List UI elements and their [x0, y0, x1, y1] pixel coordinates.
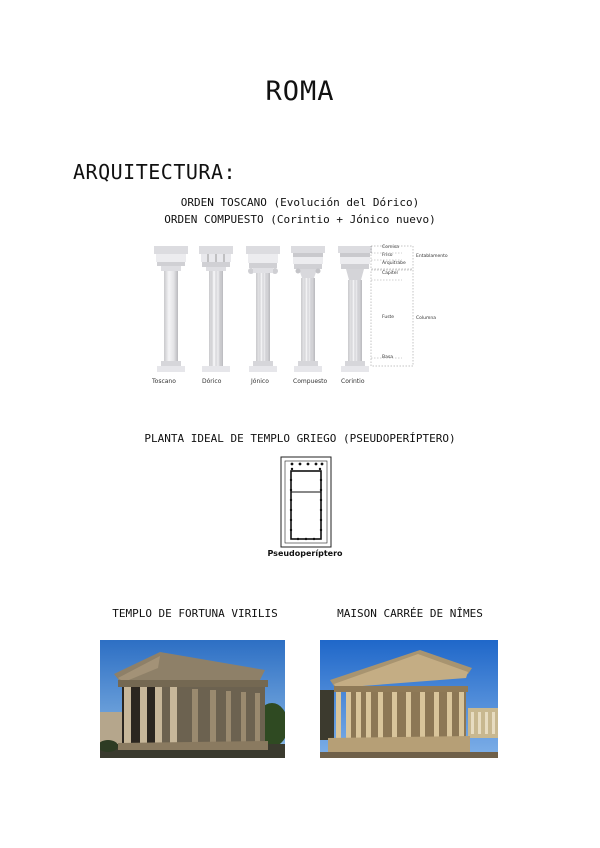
photo-caption-maison: MAISON CARRÉE DE NÎMES	[337, 607, 483, 620]
part-label-basa: Basa	[382, 355, 393, 360]
photo-temple-fortuna-virilis	[100, 640, 285, 758]
part-label-cornisa: Cornisa	[382, 245, 399, 250]
column-label-dorico: Dórico	[202, 378, 222, 385]
column-dorico	[199, 246, 233, 372]
page-title: ROMA	[265, 76, 335, 107]
group-label-columna: Columna	[416, 316, 436, 321]
part-label-friso: Friso	[382, 253, 393, 258]
column-label-jonico: Jónico	[251, 378, 269, 385]
plan-caption: Pseudoperíptero	[267, 549, 343, 558]
part-label-capitel: Capitel	[382, 271, 398, 276]
column-toscano	[154, 246, 188, 372]
order-line-compuesto: ORDEN COMPUESTO (Corintio + Jónico nuevo)	[164, 213, 436, 226]
temple-plan-drawing	[280, 456, 332, 548]
part-label-arquitrabe: Arquitrabe	[382, 261, 406, 266]
plan-illustration	[280, 456, 332, 548]
photo-caption-fortuna: TEMPLO DE FORTUNA VIRILIS	[112, 607, 278, 620]
section-heading: ARQUITECTURA:	[73, 160, 237, 184]
temple-fortuna-illustration	[100, 640, 285, 758]
columns-illustration	[140, 240, 470, 390]
part-label-fuste: Fuste	[382, 315, 395, 320]
photo-maison-carree-nimes	[320, 640, 498, 758]
column-label-corintio: Corintio	[341, 378, 365, 385]
order-line-toscano: ORDEN TOSCANO (Evolución del Dórico)	[180, 196, 420, 209]
column-label-toscano: Toscano	[152, 378, 176, 385]
plan-heading: PLANTA IDEAL DE TEMPLO GRIEGO (PSEUDOPERÍPTERO)	[144, 432, 456, 445]
column-compuesto	[291, 246, 325, 372]
column-label-compuesto: Compuesto	[293, 378, 328, 385]
maison-carree-illustration	[320, 640, 498, 758]
group-label-entablamento: Entablamento	[416, 254, 448, 259]
column-jonico	[246, 246, 280, 372]
columns-orders-figure	[140, 240, 470, 390]
